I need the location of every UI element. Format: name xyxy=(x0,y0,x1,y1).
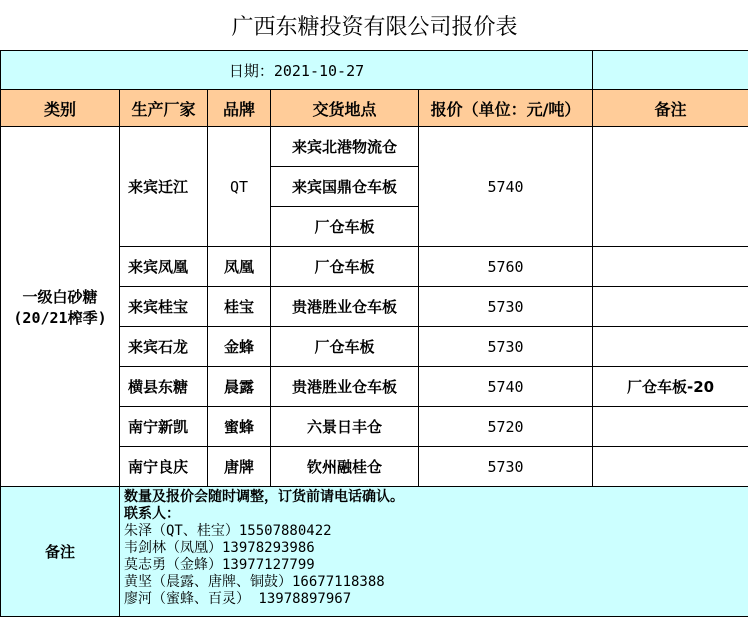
producer-cell: 横县东糖 xyxy=(120,367,208,407)
contact-line: 黄坚（晨露、唐牌、铜鼓）16677118388 xyxy=(124,574,385,590)
remark-cell xyxy=(593,407,748,447)
remark-cell: 厂仓车板-20 xyxy=(593,367,748,407)
location-cell: 来宾北港物流仓 xyxy=(271,127,419,167)
price-cell: 5720 xyxy=(419,407,593,447)
category-line2: (20/21榨季) xyxy=(13,308,107,327)
brand-cell: 金蜂 xyxy=(208,327,271,367)
producer-cell: 南宁良庆 xyxy=(120,447,208,487)
date-empty-cell xyxy=(593,51,748,90)
brand-cell: QT xyxy=(208,127,271,247)
contact-line: 廖河（蜜蜂、百灵） 13978897967 xyxy=(124,591,352,607)
location-cell: 六景日丰仓 xyxy=(271,407,419,447)
contact-line: 莫志勇（金蜂）13977127799 xyxy=(124,557,315,573)
location-cell: 厂仓车板 xyxy=(271,247,419,287)
price-cell: 5760 xyxy=(419,247,593,287)
brand-cell: 凤凰 xyxy=(208,247,271,287)
contact-line: 韦剑林（凤凰）13978293986 xyxy=(124,540,315,556)
location-cell: 贵港胜业仓车板 xyxy=(271,287,419,327)
producer-cell: 来宾桂宝 xyxy=(120,287,208,327)
header-brand: 品牌 xyxy=(208,90,271,127)
price-cell: 5730 xyxy=(419,327,593,367)
producer-cell: 来宾凤凰 xyxy=(120,247,208,287)
table-row xyxy=(1,127,748,167)
brand-cell: 蜜蜂 xyxy=(208,407,271,447)
remark-cell xyxy=(593,287,748,327)
producer-cell: 来宾迁江 xyxy=(120,127,208,247)
location-cell: 贵港胜业仓车板 xyxy=(271,367,419,407)
header-remark: 备注 xyxy=(593,90,748,127)
category-cell xyxy=(1,127,120,487)
remark-cell xyxy=(593,127,748,247)
notes-label: 备注 xyxy=(1,487,120,617)
price-cell: 5730 xyxy=(419,287,593,327)
notes-row xyxy=(1,487,748,617)
table-title: 广西东糖投资有限公司报价表 xyxy=(1,0,748,51)
price-cell: 5740 xyxy=(419,367,593,407)
header-category: 类别 xyxy=(1,90,120,127)
remark-cell xyxy=(593,327,748,367)
price-cell: 5740 xyxy=(419,127,593,247)
notes-line: 联系人： xyxy=(124,506,180,522)
location-cell: 钦州融桂仓 xyxy=(271,447,419,487)
brand-cell: 唐牌 xyxy=(208,447,271,487)
remark-cell xyxy=(593,447,748,487)
notes-line: 数量及报价会随时调整，订货前请电话确认。 xyxy=(124,489,404,505)
brand-cell: 桂宝 xyxy=(208,287,271,327)
notes-cell xyxy=(120,487,748,617)
contact-line: 朱泽（QT、桂宝）15507880422 xyxy=(124,523,332,539)
date-line: 日期：2021-10-27 xyxy=(1,51,593,90)
producer-cell: 南宁新凯 xyxy=(120,407,208,447)
brand-cell: 晨露 xyxy=(208,367,271,407)
price-cell: 5730 xyxy=(419,447,593,487)
location-cell: 来宾国鼎仓车板 xyxy=(271,167,419,207)
header-delivery: 交货地点 xyxy=(271,90,419,127)
category-line1: 一级白砂糖 xyxy=(22,287,98,306)
location-cell: 厂仓车板 xyxy=(271,327,419,367)
location-cell: 厂仓车板 xyxy=(271,207,419,247)
producer-cell: 来宾石龙 xyxy=(120,327,208,367)
remark-cell xyxy=(593,247,748,287)
header-row xyxy=(1,90,748,127)
header-price: 报价（单位：元/吨） xyxy=(419,90,593,127)
header-producer: 生产厂家 xyxy=(120,90,208,127)
